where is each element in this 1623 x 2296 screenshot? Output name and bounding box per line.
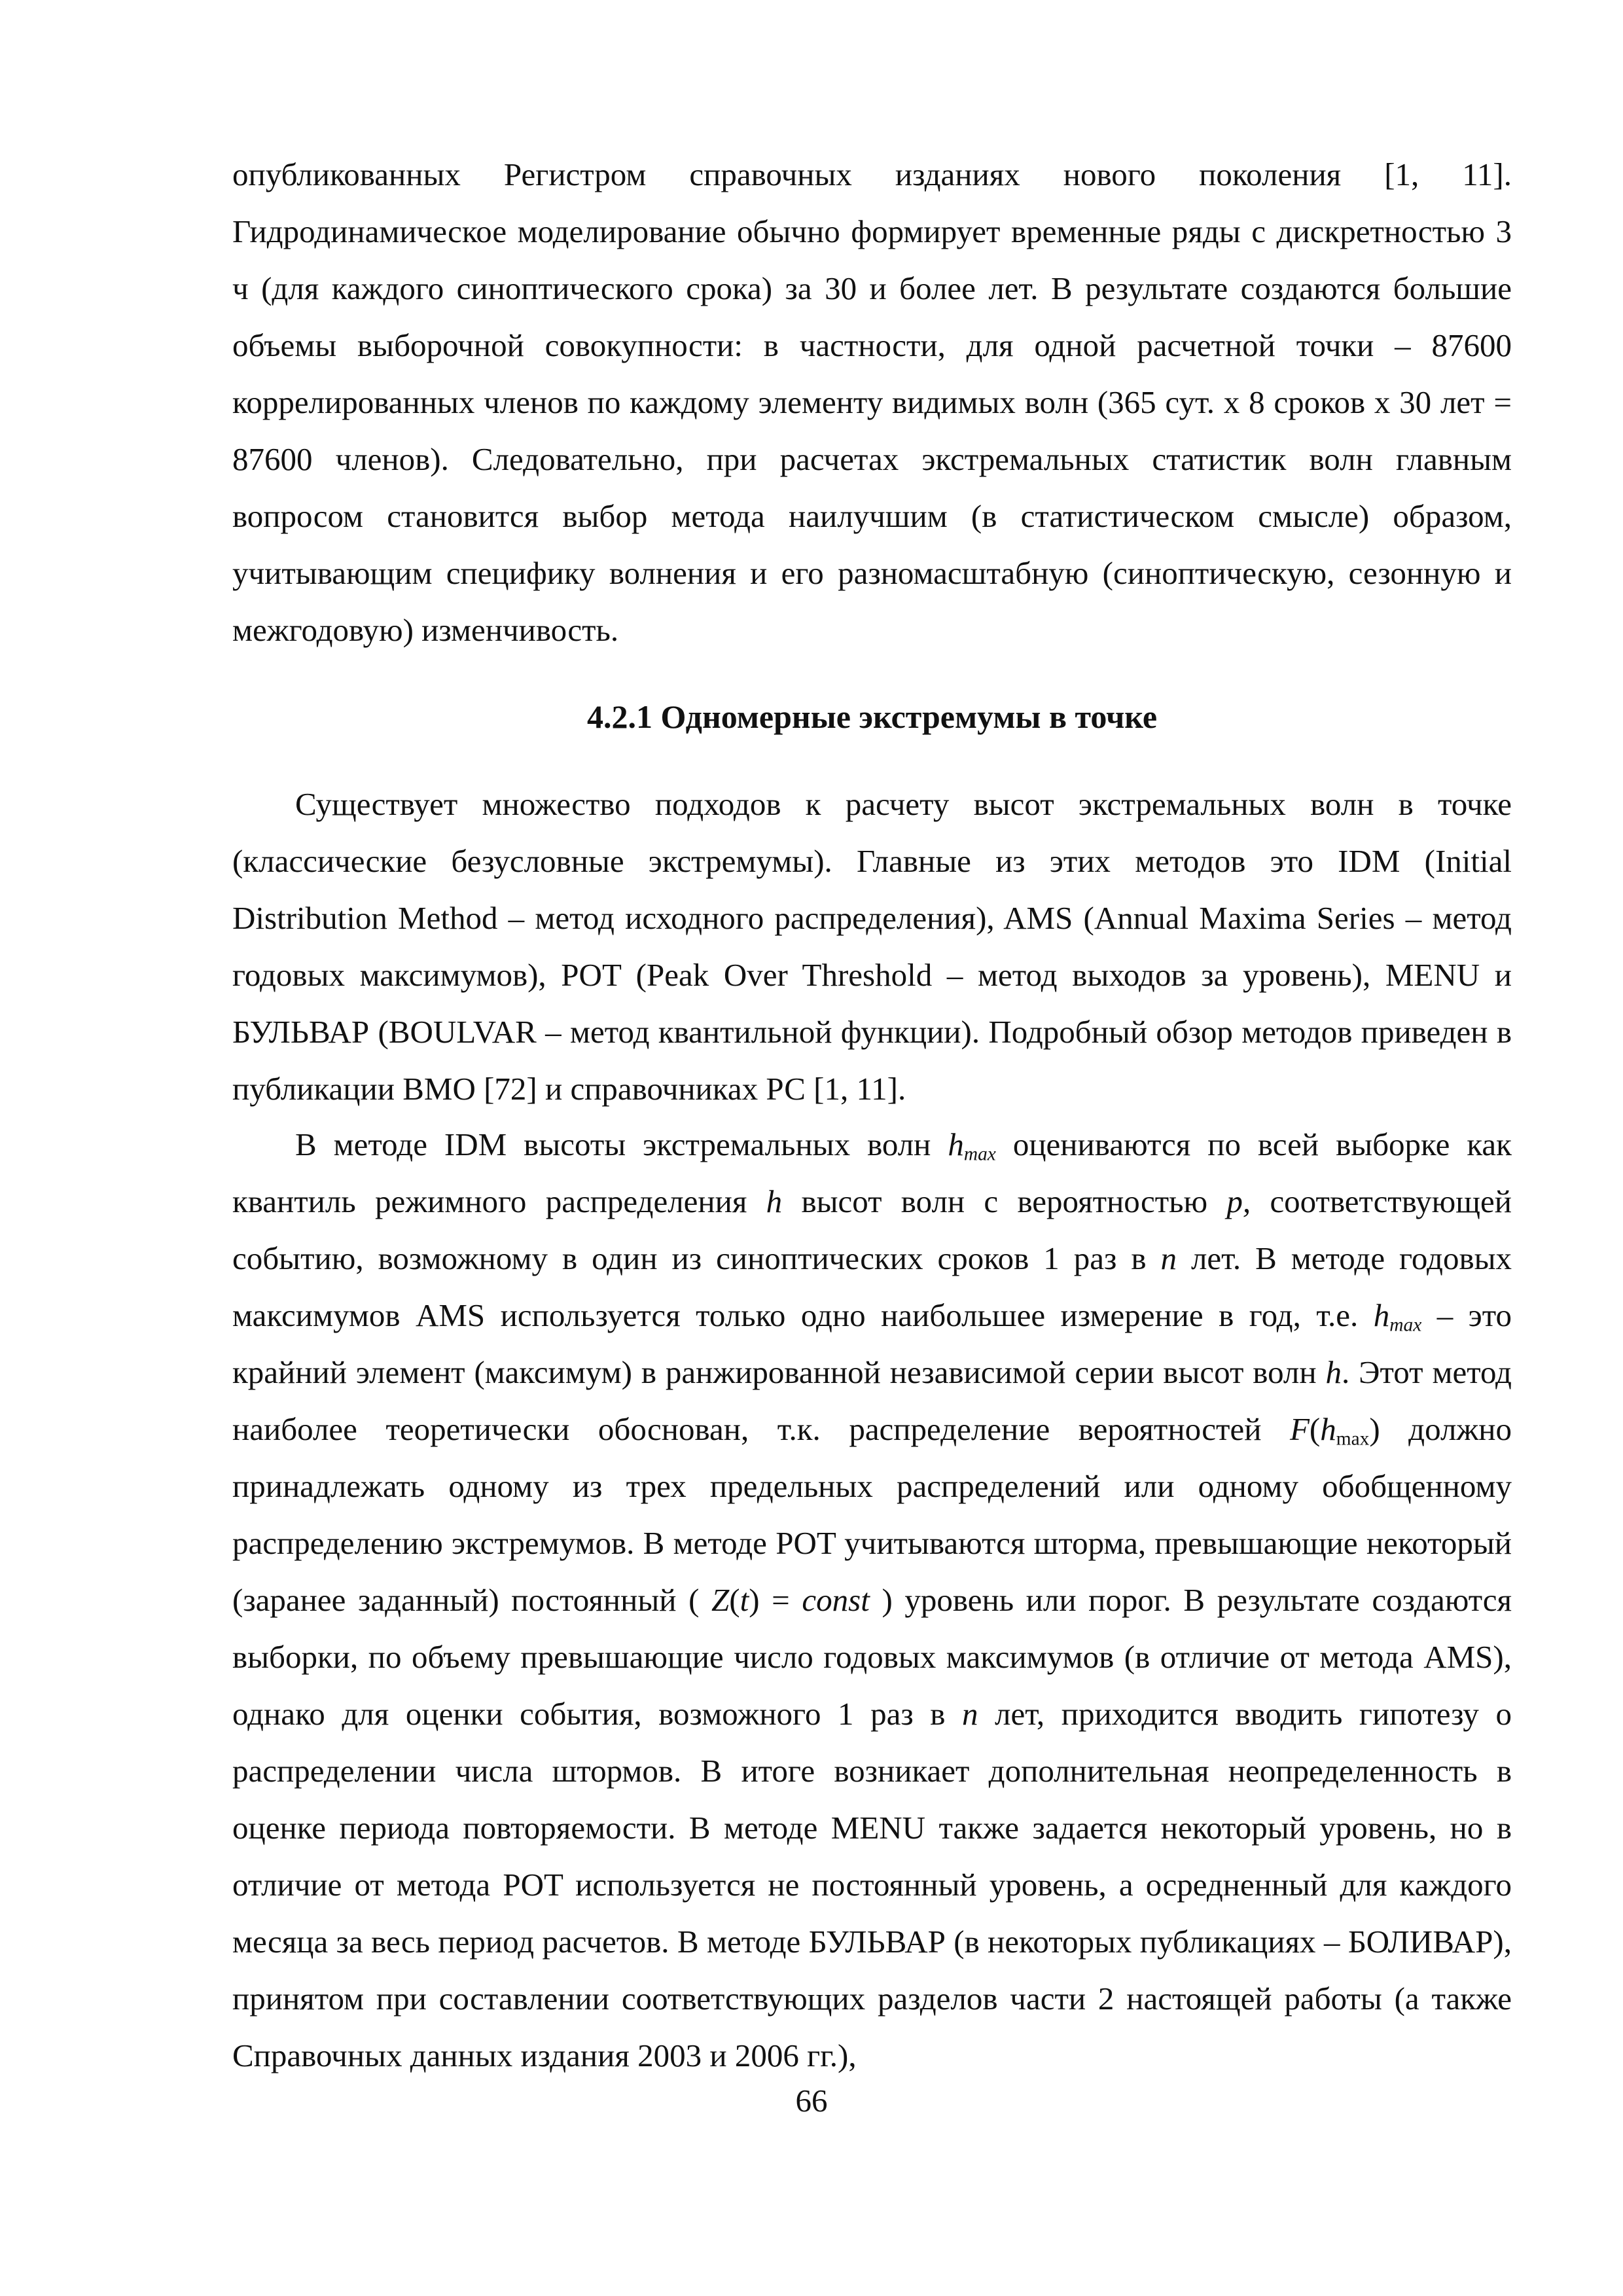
t-variable: t <box>740 1582 749 1618</box>
const-variable: const <box>802 1582 870 1618</box>
text-run: оцениваются по всей выборке как квантиль режимного распределения <box>232 1126 1512 1219</box>
text-run: высот волн с вероятностью <box>782 1183 1227 1219</box>
text-run: лет. В методе годовых максимумов AMS используется только одно наибольшее измерение в год, т.е. <box>232 1240 1512 1333</box>
paragraph-3 <box>232 1116 1512 2084</box>
max-subscript: max <box>1336 1428 1370 1450</box>
text-run: ) уровень или порог. В результате создаются выборки, по объему превышающие число годовых максимумов (в отличие от метода AMS), однако для оценки события, возможного 1 раз в <box>232 1582 1512 1732</box>
paragraph-1-text: опубликованных Регистром справочных изданиях нового поколения [1, 11]. Гидродинамическое моделирование обычно формирует временные ряды с дискретностью 3 ч (для каждого синоптического срока) за 30 и более лет. В результате создаются большие объемы выборочной совокупности: в частности, для одной расчетной точки – 87600 коррелированных членов по каждому элементу видимых волн (365 сут. х 8 сроков х 30 лет = 87600 членов). Следовательно, при расчетах экстремальных статистик волн главным вопросом становится выбор метода наилучшим (в статистическом смысле) образом, учитывающим специфику волнения и его разномасштабную (синоптическую, сезонную и межгодовую) изменчивость. <box>232 156 1512 648</box>
h-variable: h <box>766 1183 783 1219</box>
z-variable: Z <box>711 1582 730 1618</box>
text-run: должно принадлежать одному из трех предельных распределений или одному обобщенному распределению экстремумов. В методе POT учитываются шторма, превышающие некоторый (заранее заданный) постоянный ( <box>232 1411 1512 1618</box>
formula-paren: ) <box>1369 1411 1380 1447</box>
formula-paren: ( <box>729 1582 740 1618</box>
n-variable: n <box>1160 1240 1177 1276</box>
text-run: соответствующей событию, возможному в один из синоптических сроков 1 раз в <box>232 1183 1512 1276</box>
text-run: . Этот метод наиболее теоретически обоснован, т.к. распределение вероятностей <box>232 1354 1512 1447</box>
f-variable: F <box>1289 1411 1310 1447</box>
text-run: – это крайний элемент (максимум) в ранжированной независимой серии высот волн <box>232 1297 1512 1390</box>
f-hmax-formula <box>1289 1411 1380 1450</box>
h-variable: h <box>1325 1354 1342 1390</box>
formula-paren: ( <box>1309 1411 1321 1447</box>
p-variable: p, <box>1226 1183 1251 1219</box>
n-variable: n <box>961 1696 978 1732</box>
formula-equals: ) = <box>749 1582 802 1618</box>
text-run: лет, приходится вводить гипотезу о распределении числа штормов. В итоге возникает дополнительная неопределенность в оценке периода повторяемости. В методе MENU также задается некоторый уровень, но в отличие от метода POT используется не постоянный уровень, а осредненный для каждого месяца за весь период расчетов. В методе БУЛЬВАР (в некоторых публикациях – БОЛИВАР), принятом при составлении соответствующих разделов части 2 настоящей работы (а также Справочных данных издания 2003 и 2006 гг.), <box>232 1696 1512 2073</box>
page-number: 66 <box>795 2083 828 2119</box>
paragraph-2-text: Существует множество подходов к расчету высот экстремальных волн в точке (классические безусловные экстремумы). Главные из этих методов это IDM (Initial Distribution Method – метод исходного распределения), AMS (Annual Maxima Series – метод годовых максимумов), POT (Peak Over Threshold – метод выходов за уровень), MENU и БУЛЬВАР (BOULVAR – метод квантильной функции). Подробный обзор методов приведен в публикации ВМО [72] и справочниках РС [1, 11]. <box>232 786 1512 1107</box>
z-const-formula <box>711 1582 870 1618</box>
paragraph-3-text <box>232 1116 1512 2084</box>
h-variable: h <box>948 1126 964 1162</box>
max-subscript: max <box>1389 1314 1422 1336</box>
text-run: В методе IDM высоты экстремальных волн <box>295 1126 948 1162</box>
section-heading: 4.2.1 Одномерные экстремумы в точке <box>586 698 1158 735</box>
paragraph-2 <box>232 776 1512 1117</box>
hmax-symbol <box>948 1126 996 1165</box>
h-variable: h <box>1320 1411 1336 1447</box>
hmax-symbol <box>1373 1297 1422 1336</box>
max-subscript: max <box>963 1143 996 1165</box>
h-variable: h <box>1373 1297 1390 1333</box>
paragraph-1 <box>232 146 1512 658</box>
